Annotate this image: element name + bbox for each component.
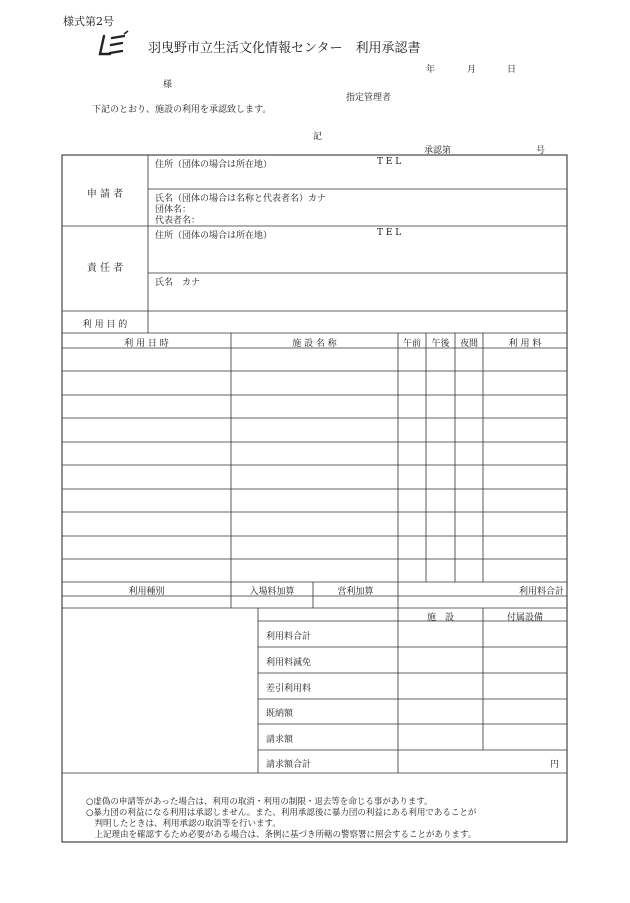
usage-header-am: 午前: [402, 339, 421, 349]
applicant-label: 申 請 者: [86, 189, 124, 200]
usage-header-night: 夜間: [459, 339, 478, 349]
usage-header-pm: 午後: [431, 339, 450, 349]
usage-header-facility: 施 設 名 称: [292, 339, 337, 349]
summary-row-billed-total: 請求額合計: [266, 760, 312, 770]
applicant-name-label: 氏名（団体の場合は名称と代表者名）カナ: [155, 194, 327, 204]
summary-header-equipment: 付属設備: [506, 613, 543, 623]
applicant-address-label: 住所（団体の場合は所在地）: [155, 160, 273, 170]
fee-header-commercial: 営利加算: [337, 587, 374, 597]
summary-row-net: 差引利用料: [266, 684, 312, 694]
responsible-name-label: 氏名 カナ: [155, 278, 201, 288]
applicant-tel-label: T E L: [377, 157, 402, 167]
yen-unit: 円: [550, 760, 560, 770]
date-day: 日: [507, 65, 517, 75]
document-title: 羽曳野市立生活文化情報センター 利用承認書: [148, 41, 421, 56]
intro-text: 下記のとおり、施設の利用を承認致します。: [92, 105, 272, 115]
form-number: 様式第2号: [63, 15, 114, 28]
note-line: 判明したときは、利用承認の取消等を行います。: [86, 819, 281, 829]
notes-section: [86, 797, 476, 841]
summary-header-facility: 施 設: [426, 613, 454, 623]
ki-label: 記: [313, 132, 323, 142]
responsible-tel-label: T E L: [377, 228, 402, 238]
summary-row-billed: 請求額: [266, 735, 294, 745]
summary-row-paid: 既納額: [266, 709, 294, 719]
applicant-rep-label: 代表者名：: [155, 216, 201, 226]
summary-row-total: 利用料合計: [266, 632, 312, 642]
manager-label: 指定管理者: [346, 93, 392, 103]
responsible-address-label: 住所（団体の場合は所在地）: [155, 231, 273, 241]
usage-header-fee: 利 用 料: [508, 339, 542, 349]
summary-row-reduction: 利用料減免: [266, 658, 312, 668]
purpose-label: 利 用 目 的: [82, 320, 128, 330]
applicant-group-label: 団体名：: [155, 205, 192, 215]
fee-header-total: 利用料合計: [518, 587, 564, 597]
usage-header-date: 利 用 日 時: [124, 339, 169, 349]
note-line: ○暴力団の利益になる利用は承認しません。また、利用承認後に暴力団の利益にある利用であることが: [86, 808, 477, 818]
approval-number-suffix: 号: [536, 146, 546, 156]
date-year: 年: [426, 65, 436, 75]
fee-header-admission: 入場料加算: [249, 587, 295, 597]
fee-header-type: 利用種別: [128, 587, 165, 597]
approval-number-label: 承認第: [424, 146, 452, 156]
responsible-label: 責 任 者: [86, 263, 124, 274]
recipient-suffix: 様: [163, 80, 173, 90]
note-line: 上記理由を確認するため必要がある場合は、条例に基づき所轄の警察署に照会することがあります。: [86, 830, 477, 840]
date-month: 月: [467, 65, 477, 75]
note-line: ○虚偽の申請等があった場合は、利用の取消・利用の制限・退去等を命じる事があります。: [86, 797, 433, 807]
